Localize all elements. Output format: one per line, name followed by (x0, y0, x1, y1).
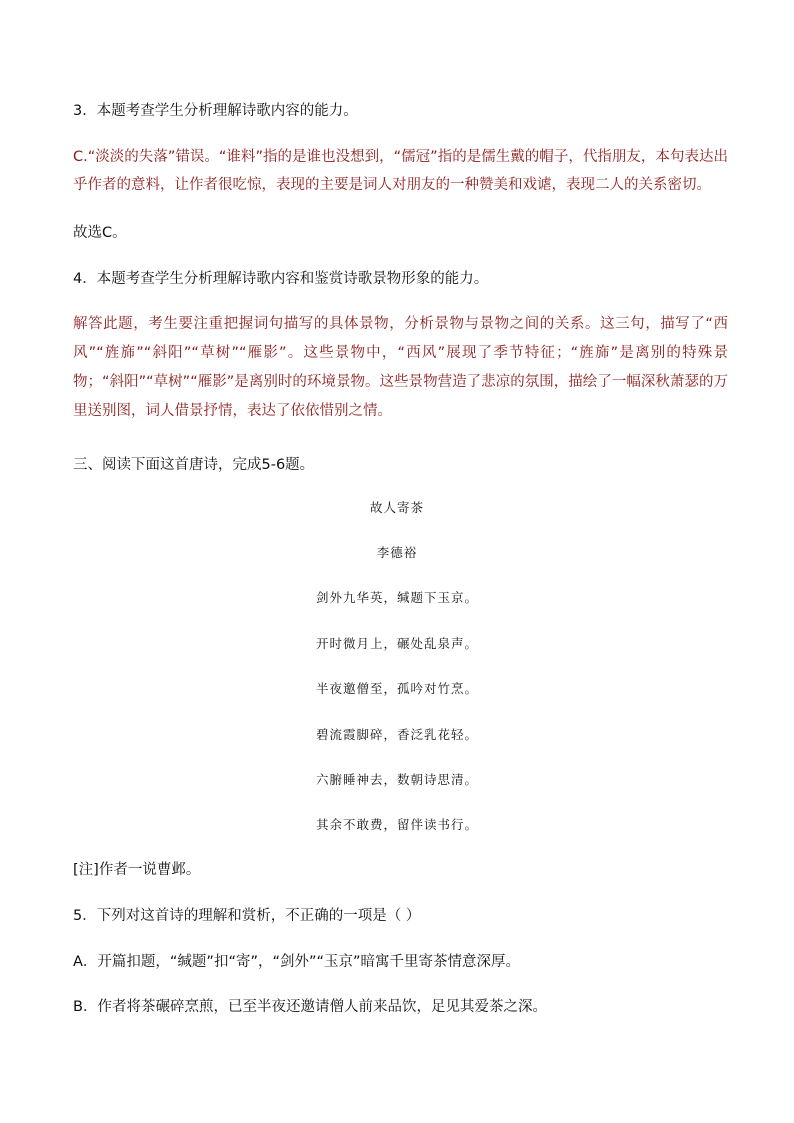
poem-note: [注]作者一说曹邺。 (73, 862, 201, 878)
poem-line: 开时微月上，碾处乱泉声。 (315, 636, 478, 651)
section-heading: 三、阅读下面这首唐诗，完成5-6题。 (73, 457, 315, 473)
poem-line: 六腑睡神去，数朝诗思清。 (315, 772, 478, 787)
q3-answer: 故选C。 (73, 225, 127, 241)
question-5-option-a: A．开篇扣题，“缄题”扣“寄”，“剑外”“玉京”暗寓千里寄茶情意深厚。 (73, 954, 521, 970)
q4-analysis-detail: 解答此题，考生要注重把握词句描写的具体景物，分析景物与景物之间的关系。这三句，描写了“西风”“旌旆”“斜阳”“草树”“雁影”。这些景物中，“西风”展现了季节特征；“旌旆”是离别的特殊景物；“斜阳”“草树”“雁影”是离别时的环境景物。这些景物营造了悲凉的氛围，描绘了一幅深秋萧瑟的万里送别图，词人借景抒情，表达了依依惜别之情。 (73, 316, 728, 419)
poem-title: 故人寄茶 (369, 500, 424, 515)
q3-analysis-detail: C.“淡淡的失落”错误。“谁料”指的是谁也没想到，“儒冠”指的是儒生戴的帽子，代指朋友，本句表达出乎作者的意料，让作者很吃惊，表现的主要是词人对朋友的一种赞美和戏谑，表现二人的关系密切。 (73, 149, 728, 193)
poem-line: 其余不敢费，留伴读书行。 (315, 817, 478, 832)
poem-line: 碧流霞脚碎，香泛乳花轻。 (315, 727, 478, 742)
question-5-option-b: B．作者将茶碾碎烹煎，已至半夜还邀请僧人前来品饮，足见其爱茶之深。 (73, 999, 547, 1015)
q4-analysis-intro: 4．本题考查学生分析理解诗歌内容和鉴赏诗歌景物形象的能力。 (73, 271, 489, 287)
q3-analysis-intro: 3．本题考查学生分析理解诗歌内容的能力。 (73, 103, 358, 119)
question-5-stem: 5．下列对这首诗的理解和赏析，不正确的一项是（ ） (73, 908, 421, 924)
poem-line: 半夜邀僧至，孤吟对竹烹。 (315, 681, 478, 696)
poem-line: 剑外九华英，缄题下玉京。 (315, 590, 478, 605)
poem-author: 李德裕 (376, 545, 418, 560)
